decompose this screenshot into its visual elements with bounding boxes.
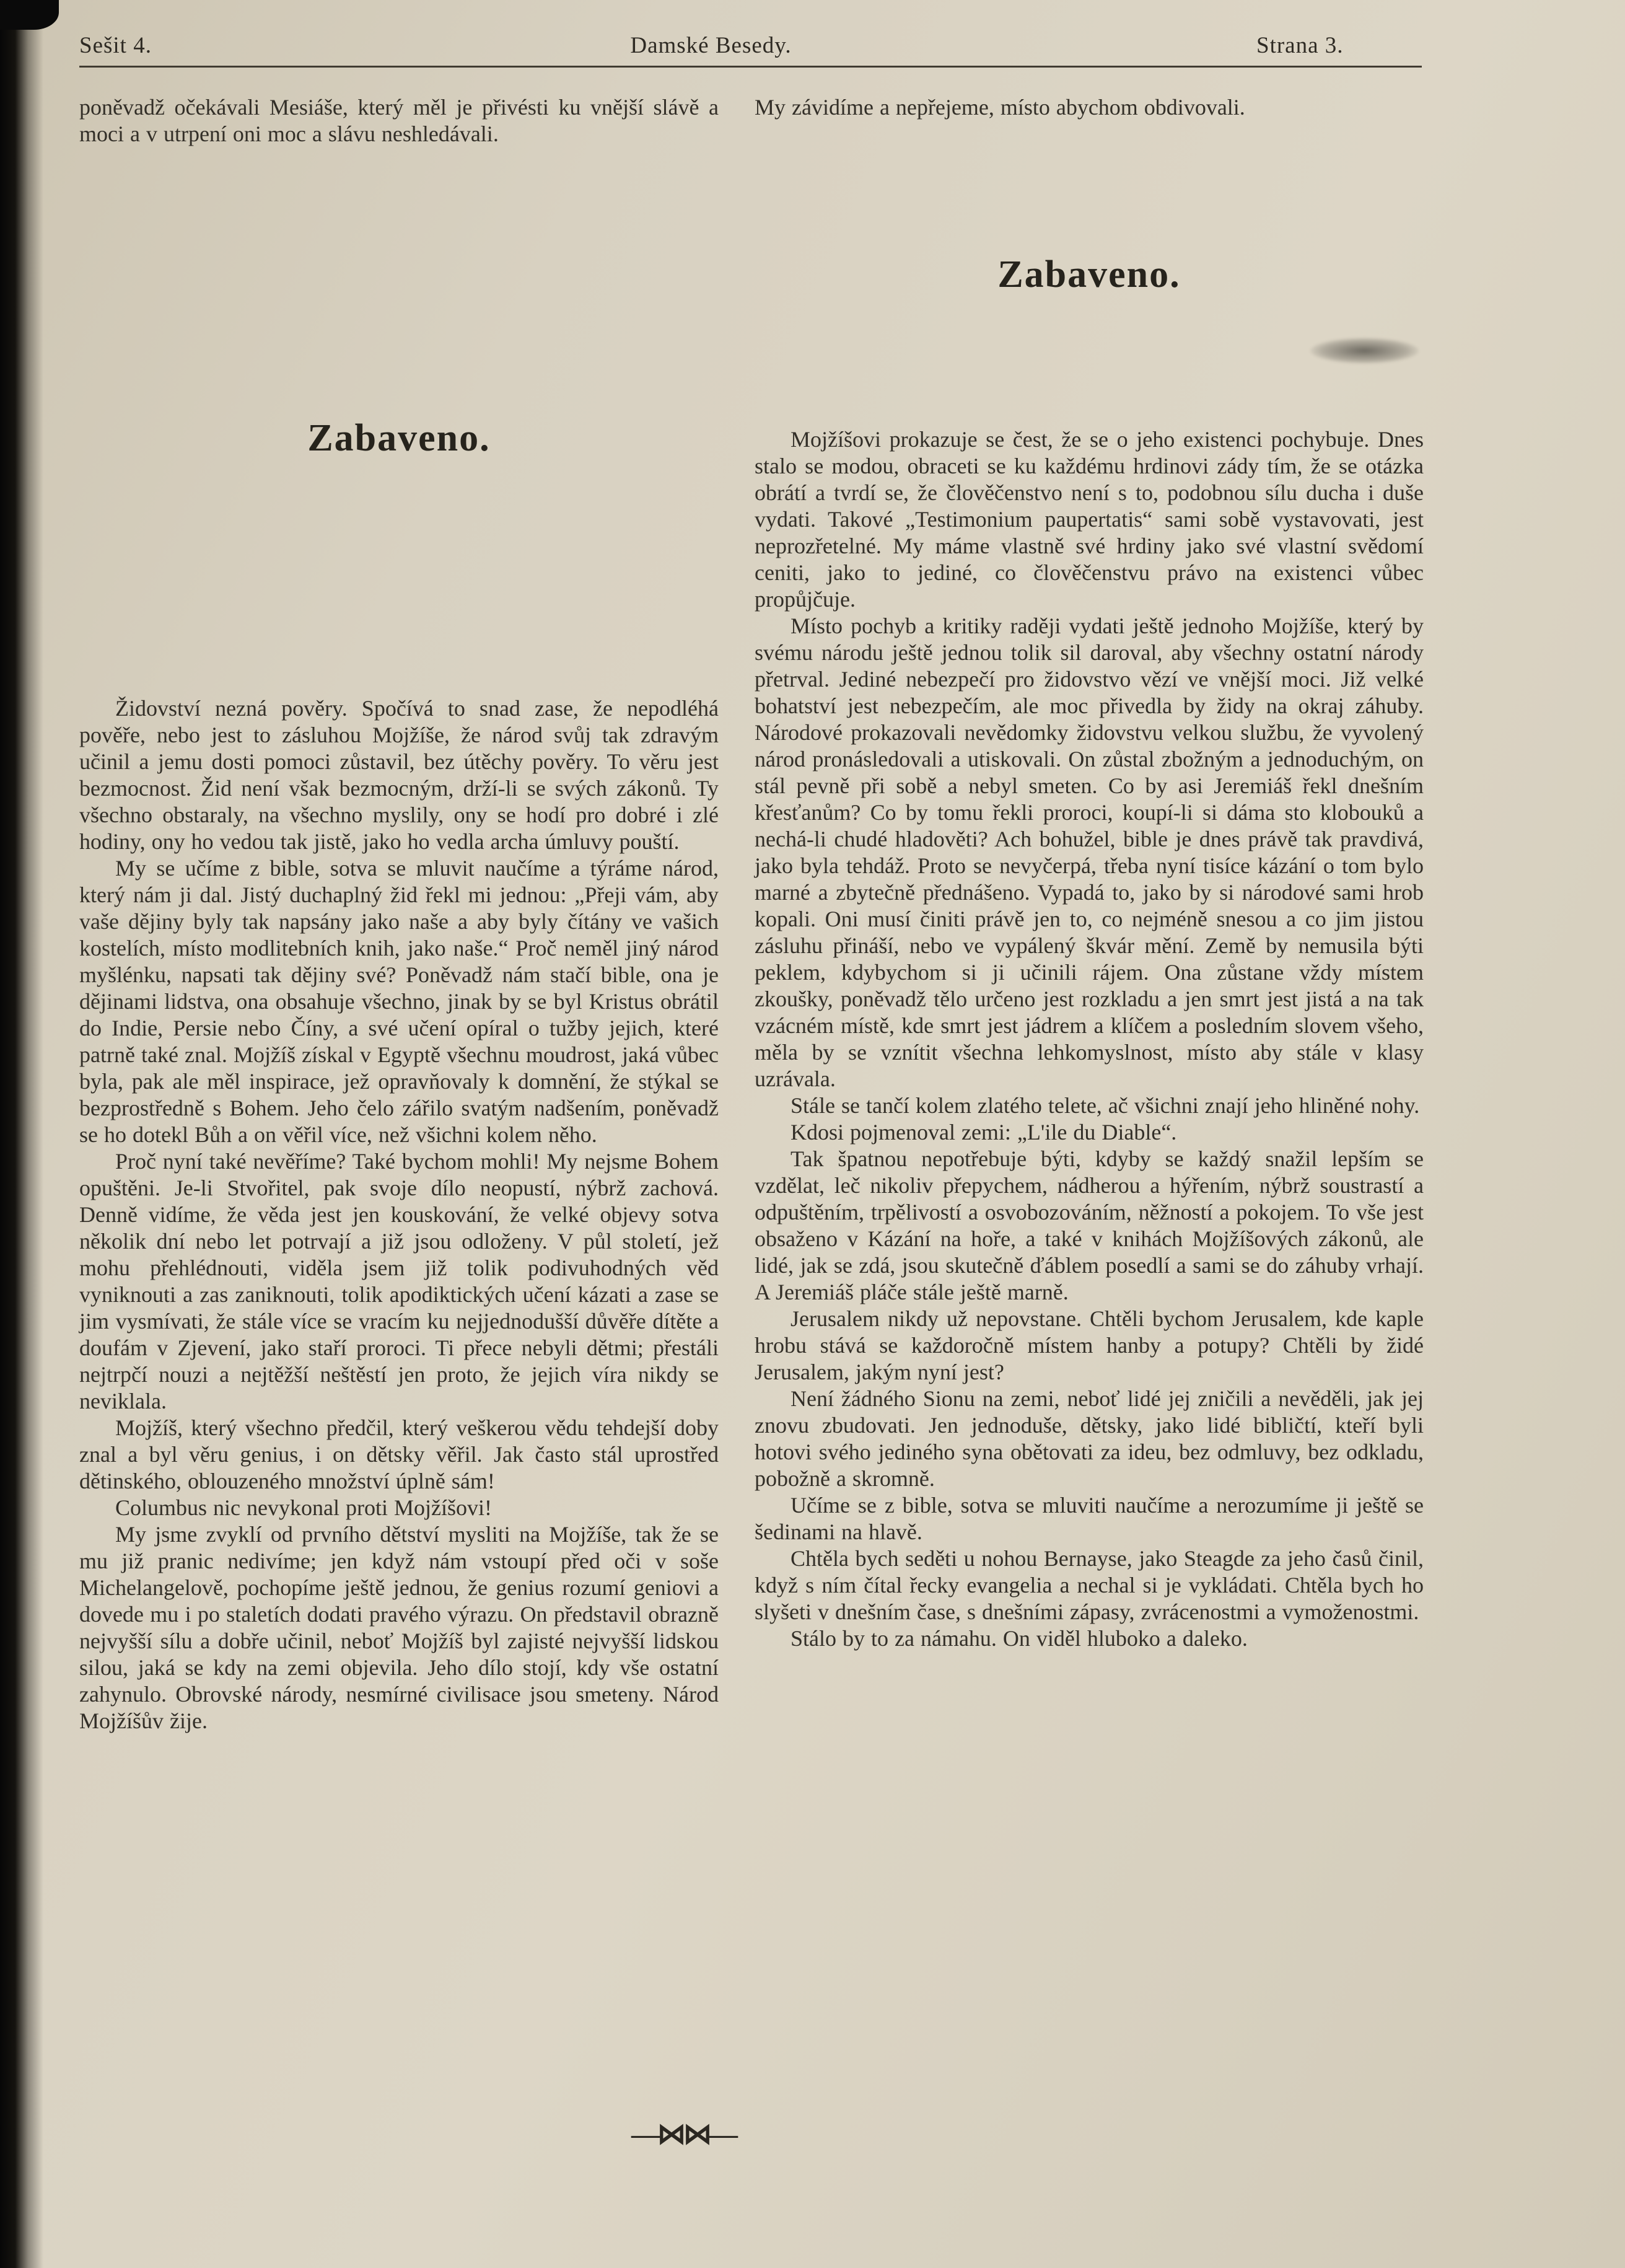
right-column — [755, 426, 1424, 1652]
article-heading-left: Zabaveno. — [307, 417, 491, 459]
publication-title: Damské Besedy. — [630, 33, 792, 58]
paragraph: Jerusalem nikdy už nepovstane. Chtěli bychom Jerusalem, kde kaple hrobu stává se každoročně místem hanby a potupy? Chtěli by židé Jerusalem, jakým nyní jest? — [755, 1306, 1424, 1384]
paragraph: My závidíme a nepřejeme, místo abychom obdivovali. — [755, 95, 1245, 120]
left-column — [79, 695, 719, 1734]
paragraph: poněvadž očekávali Mesiáše, který měl je přivésti ku vnější slávě a moci a v utrpení oni moc a slávu neshledávali. — [79, 95, 719, 146]
binding-shadow — [0, 0, 43, 2268]
paragraph: Není žádného Sionu na zemi, neboť lidé jej zničili a nevěděli, jak jej znovu zbudovati. Jen jednoduše, dětsky, jako lidé bibličtí, kteří byli hotovi svého jediného syna obětovati za ideu, bez odmluvy, bez odkladu, pobožně a skromně. — [755, 1386, 1424, 1491]
paragraph: Tak špatnou nepotřebuje býti, kdyby se každý snažil lepším se vzdělat, leč nikoliv přepychem, nádherou a hýřením, nýbrž soustrastí a odpuštěním, trpělivostí a osvobozováním, něžností a pokojem. To vše jest obsaženo v Kázání na hoře, a také v knihách Mojžíšových zákonů, ale lidé, jak se zdá, jsou skutečně ďáblem posedlí a sami se do záhuby vrhají. A Jeremiáš pláče stále ještě marně. — [755, 1146, 1424, 1304]
paragraph: Chtěla bych seděti u nohou Bernayse, jako Steagde za jeho časů činil, když s ním čítal řecky evangelia a nechal si je vykládati. Chtěla bych ho slyšeti v dnešním čase, s dnešními zápasy, zvrácenostmi a vymoženostmi. — [755, 1546, 1424, 1624]
paragraph: Kdosi pojmenoval zemi: „L'ile du Diable“. — [791, 1120, 1177, 1145]
paragraph: Proč nyní také nevěříme? Také bychom mohli! My nejsme Bohem opuštěni. Je-li Stvořitel, pak svoje dílo neopustí, nýbrž zachová. Denně vidíme, že věda jest jen kouskování, že velké objevy sotva několik dní nebo let potrvají a již jsou odloženy. V půl století, jež mohu přehlédnouti, viděla jsem již tolik podivuhodných věd vyniknouti a zas zaniknouti, tolik apodiktických učení kázati a zase se jim vysmívati, že stále více se vracím ku nejjednodušší důvěře dítěte a doufám v Zjevení, jako staří proroci. Ti přece nebyli dětmi; přestáli nejtrpčí nouzi a nejtěžší neštěstí jen proto, že jejich víra nikdy se neviklala. — [79, 1149, 719, 1413]
paragraph: My jsme zvyklí od prvního dětství mysliti na Mojžíše, tak že se mu již pranic nedivíme; jen když nám vstoupí před oči v soše Michelangelově, pochopíme ještě jednou, že genius rozumí geniovi a dovede mu i po staletích dodati pravého výrazu. On představil obrazně nejvyšší sílu a dobře učinil, neboť Mojžíš byl zajisté nejvyšší lidskou silou, jaká se kdy na zemi objevila. Jeho dílo stojí, kdy vše ostatní zahynulo. Obrovské národy, nesmírné civilisace jsou smeteny. Národ Mojžíšův žije. — [79, 1522, 719, 1733]
paragraph: Mojžíšovi prokazuje se čest, že se o jeho existenci pochybuje. Dnes stalo se modou, obraceti se ku každému hrdinovi zády tím, že se otázka obrátí a tvrdí se, že člověčenstvo není s to, podobnou sílu ducha i duše vydati. Takové „Testimonium paupertatis“ sami sobě vystavovati, jest neprozřetelné. My máme vlastně své hrdiny jako své vlastní svědomí ceniti, jako to jediné, co člověčenstvu právo na existenci vůbec propůjčuje. — [755, 427, 1424, 612]
paragraph: Učíme se z bible, sotva se mluviti naučíme a nerozumíme ji ještě se šedinami na hlavě. — [755, 1493, 1424, 1544]
scan-artifact-smudge — [1310, 338, 1419, 364]
paragraph: Místo pochyb a kritiky raději vydati ještě jednoho Mojžíše, který by svému národu ještě jednou tolik sil daroval, aby všechny ostatní národy přetrval. Jediné nebezpečí pro židovstvo vězí ve vnější moci. Již velké bohatství jest nebezpečím, ale moc přivedla by židy na okraj záhuby. Národové prokazovali nevědomky židovstvu velkou službu, že vyvolený národ pronásledovali a utiskovali. On zůstal zbožným a jednoduchým, on stál pevně při sobě a nebyl smeten. Co by asi Jeremiáš řekl dnešním křesťanům? Co by tomu řekli proroci, koupí-li si dáma sto klobouků a nechá-li chudé hladověti? Ach bohužel, bible je dnes právě tak pravdivá, jako byla tehdáž. Proto se nevyčerpá, třeba nyní tisíce kázání o tom bylo marné a zbytečně přednášeno. Vypadá to, jako by si národové sami hrob kopali. Oni musí činiti právě jen to, co nejméně snesou a co jim jistou zásluhu přináší, nebo ve vypálený škvár mění. Země by nemusila býti peklem, kdybychom si ji učinili rájem. Ona zůstane vždy místem zkoušky, poněvadž tělo určeno jest rozkladu a jen smrt jest jistá a na tak vzácném místě, kde smrt jest jádrem a klíčem a posledním slovem všeho, měla by se vznítit všechna lehkomyslnost, místo aby stále v klasy uzrávala. — [755, 613, 1424, 1091]
paragraph: Mojžíš, který všechno předčil, který veškerou vědu tehdejší doby znal a byl věru genius, i on dětsky věřil. Jak často stál uprostřed dětinského, oblouzeného množství úplně sám! — [79, 1415, 719, 1493]
section-divider-ornament: —⋈⋈— — [631, 2118, 735, 2150]
paragraph: Stále se tančí kolem zlatého telete, ač všichni znají jeho hliněné nohy. — [791, 1093, 1420, 1118]
scan-artifact-corner-mark — [0, 0, 59, 30]
page-number: Strana 3. — [1256, 33, 1344, 58]
paragraph: Židovství nezná pověry. Spočívá to snad zase, že nepodléhá pověře, nebo jest to zásluhou Mojžíše, že národ svůj tak zdravým učinil a jemu dosti pomoci zůstavil, bez útěchy pověry. To věru jest bezmocnost. Žid není však bezmocným, drží-li se svých zákonů. Ty všechno obstaraly, na všechno myslily, ony se hodí pro dobré i zlé hodiny, ony ho vedou tak jistě, jako ho vedla archa úmluvy pouští. — [79, 696, 719, 854]
left-intro-continuation — [79, 94, 719, 147]
paragraph: My se učíme z bible, sotva se mluvit naučíme a týráme národ, který nám ji dal. Jistý duchaplný žid řekl mi jednou: „Přeji vám, aby vaše dějiny byly tak napsány jako naše a aby byly čítány ve vašich kostelích, místo modlitebních knih, jako naše.“ Proč neměl jiný národ myšlénku, napsati tak dějiny své? Poněvadž nám stačí bible, ona je dějinami lidstva, ona obsahuje všechno, jinak by se byl Kristus obrátil do Indie, Persie nebo Číny, a své učení opíral o tužby jejich, které patrně také znal. Mojžíš získal v Egyptě všechnu moudrost, jaká vůbec byla, pak ale měl inspirace, jež opravňovaly k domnění, že stýkal se bezprostředně s Bohem. Jeho čelo zářilo svatým nadšením, poněvadž se ho dotekl Bůh a on věřil více, než všichni kolem něho. — [79, 856, 719, 1147]
article-heading-right: Zabaveno. — [997, 253, 1181, 296]
right-intro-line — [755, 94, 1424, 121]
issue-label: Sešit 4. — [79, 33, 152, 58]
paragraph: Stálo by to za námahu. On viděl hluboko a daleko. — [791, 1626, 1248, 1651]
paragraph: Columbus nic nevykonal proti Mojžíšovi! — [115, 1495, 492, 1520]
header-rule — [79, 66, 1422, 68]
